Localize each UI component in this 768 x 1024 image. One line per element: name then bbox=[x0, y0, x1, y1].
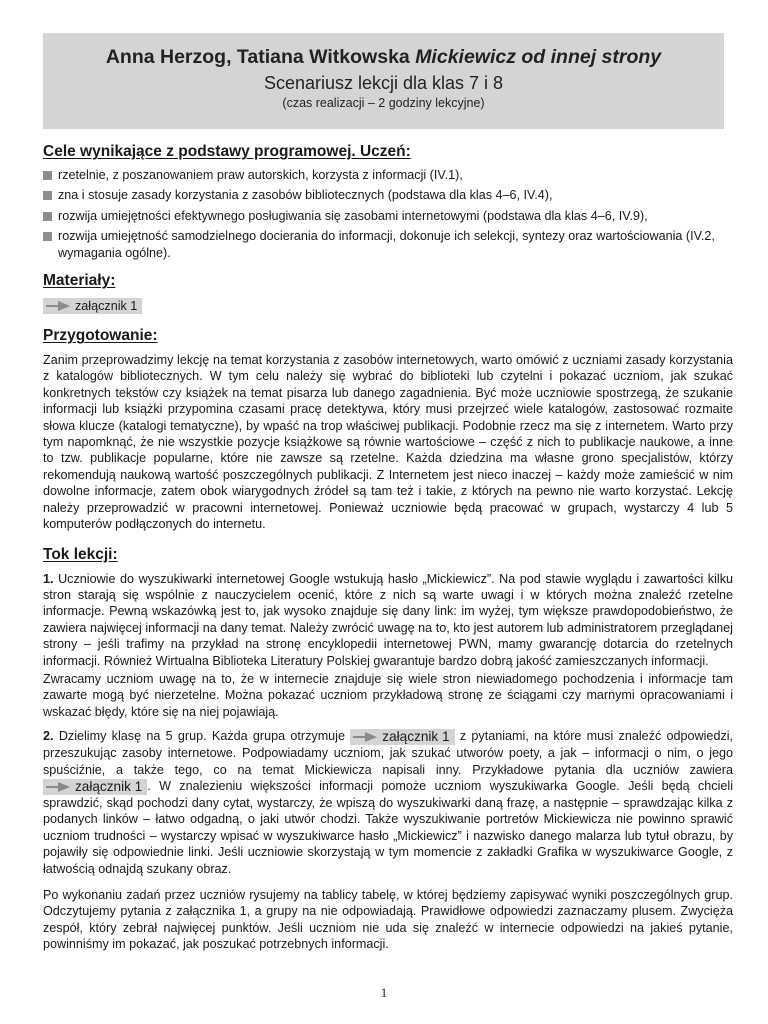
list-item: zna i stosuje zasady korzystania z zasobów bibliotecznych (podstawa dla klas 4–6, IV.4), bbox=[43, 187, 733, 203]
step-2-number: 2. bbox=[43, 729, 54, 744]
document-subtitle: Scenariusz lekcji dla klas 7 i 8 bbox=[263, 73, 504, 93]
bullet-square-icon bbox=[43, 191, 52, 200]
attachment-label: załącznik 1 bbox=[382, 728, 450, 744]
arrow-right-icon bbox=[46, 301, 70, 311]
step-2-paragraph: 2. Dzielimy klasę na 5 grup. Każda grupa otrzymuje załącznik 1 z pytaniami, na które musi znaleźć odpowiedzi, przeszukując zasoby internetowe. Podpowiadamy uczniom, jak szukać utworów poety, a jak – informacji o nim, o jego spuściźnie, a także tego, co na temat Mickiewicza napisali inny. Przykładowe pytania dla uczniów zawiera załącznik 1 . W znalezieniu większości informacji pomoże uczniom wyszukiwarka Google. Jeśli będą chcieli sprawdzić, skąd pochodzi dany cytat, wystarczy, że wpiszą do wyszukiwarki daną frazę, a następnie – sprawdzając kilka z podanych linków – łatwo odgadną, o jaki utwór chodzi. Także wyszukiwanie portretów Mickiewicza nie powinno sprawić uczniom trudności – wystarczy wpisać w wyszukiwarce hasło „Mickiewicz” i nazwisko danego malarza lub tytuł obrazu, by pojawiły się odpowiednie linki. Jeśli uczniowie skorzystają w tym momencie z zakładki Grafika w wyszukiwarce Google, z łatwością odnajdą szukany obraz. bbox=[43, 728, 734, 876]
attachment-tag bbox=[43, 779, 147, 795]
arrow-right-icon bbox=[353, 732, 377, 742]
goals-list bbox=[43, 167, 733, 261]
preparation-text: Zanim przeprowadzimy lekcję na temat korzystania z zasobów internetowych, warto omówić z uczniami zasady korzystania z katalogów bibliotecznych. W tym celu należy się wybrać do biblioteki lub czytelni i pokazać uczniom, jak szukać konkretnych tekstów czy książek na temat pisarza lub danego zagadnienia. Być może uczniowie spostrzegą, że szukanie informacji lub książki przypomina czasami pracę detektywa, który musi przejrzeć wiele katalogów, zastosować rozmaite słowa klucze (katalogi tematyczne), by wpaść na trop właściwej publikacji. Podobnie rzecz ma się z internetem. Warto przy tym napomknąć, że nie wszystkie pozycje książkowe są równie wartościowe – część z nich to publikacje naukowe, a inne to tzw. publikacje popularne, które nie zawsze są rzetelne. Każda dziedzina ma własne grono specjalistów, którzy rekomendują naukową wartość poszczególnych publikacji. Z Internetem jest nieco inaczej – każdy może zamieścić w nim dowolne informacje, zatem obok wiarygodnych źródeł są tam też i takie, z których na pewno nie warto korzystać. Lekcję należy przeprowadzić w pracowni internetowej. Ponieważ uczniowie będą pracować w grupach, wystarczy 4 lub 5 komputerów podłączonych do internetu. bbox=[43, 353, 733, 532]
duration-note: (czas realizacji – 2 godziny lekcyjne) bbox=[282, 96, 485, 110]
list-item: rozwija umiejętności efektywnego posługiwania się zasobami internetowymi (podstawa dla klas 4–6, IV.9), bbox=[43, 208, 733, 224]
document-title bbox=[43, 45, 724, 69]
attachment-tag bbox=[350, 729, 454, 745]
step-1-number: 1. bbox=[43, 571, 54, 586]
page-number: 1 bbox=[380, 985, 388, 1000]
list-item: rozwija umiejętność samodzielnego docierania do informacji, dokonuje ich selekcji, syntezy oraz wartościowania (IV.2, wymagania ogólne). bbox=[43, 228, 733, 261]
step-1-paragraph bbox=[43, 571, 733, 669]
step-1-note: Zwracamy uczniom uwagę na to, że w internecie znajduje się wiele stron niewiadomego pochodzenia i informacje tam zawarte mogą być nierzetelne. Można pokazać uczniom przykładową stronę ze ściągami czy marnymi opracowaniami i wskazać błędy, które się na niej pojawiają. bbox=[43, 671, 733, 719]
preparation-heading: Przygotowanie: bbox=[43, 327, 158, 345]
title-banner bbox=[43, 33, 724, 129]
bullet-square-icon bbox=[43, 212, 52, 221]
attachment-tag bbox=[43, 298, 142, 314]
bullet-square-icon bbox=[43, 232, 52, 241]
main-content bbox=[43, 142, 733, 953]
materials-heading: Materiały: bbox=[43, 272, 116, 290]
list-item: rzetelnie, z poszanowaniem praw autorskich, korzysta z informacji (IV.1), bbox=[43, 167, 733, 183]
attachment-label: załącznik 1 bbox=[75, 778, 143, 794]
attachment-label: załącznik 1 bbox=[75, 299, 138, 314]
materials-list bbox=[43, 296, 733, 314]
book-title: Mickiewicz od innej strony bbox=[415, 46, 662, 68]
summary-paragraph: Po wykonaniu zadań przez uczniów rysujemy na tablicy tabelę, w której będziemy zapisywać wyniki poszczególnych grup. Odczytujemy pytania z załącznika 1, a grupy na nie odpowiadają. Prawidłowe odpowiedzi zaznaczamy plusem. Zwycięża zespół, który zebrał najwięcej punktów. Jeśli uczniom nie uda się znaleźć w internecie odpowiedzi na jakieś pytanie, powinniśmy im pokazać, jak poszukać potrzebnych informacji. bbox=[43, 888, 733, 952]
authors: Anna Herzog, Tatiana Witkowska bbox=[105, 46, 410, 68]
bullet-square-icon bbox=[43, 171, 52, 180]
lesson-heading: Tok lekcji: bbox=[43, 545, 118, 563]
arrow-right-icon bbox=[46, 782, 70, 792]
step-1-text: Uczniowie do wyszukiwarki internetowej Google wstukują hasło „Mickiewicz”. Na pod stawie wyglądu i zawartości kilku stron starają się wspólnie z nauczycielem ocenić, które z nich są warte uwagi i w których można znaleźć rzetelne informacje. Pewną wskazówką jest to, jak wysoko znajduje się dany link: im wyżej, tym większe prawdopodobieństwo, że zawiera najwięcej informacji na dany temat. Należy zwrócić uwagę na to, kto jest autorem lub administratorem przeglądanej strony – jeśli trafimy na przykład na stronę encyklopedii internetowej PWN, mamy gwarancję dotarcia do rzetelnych informacji. Również Wirtualna Biblioteka Literatury Polskiej gwarantuje bardzo dobrą jakość zamieszczanych informacji. bbox=[43, 571, 733, 668]
goals-heading: Cele wynikające z podstawy programowej. Uczeń: bbox=[43, 143, 411, 160]
